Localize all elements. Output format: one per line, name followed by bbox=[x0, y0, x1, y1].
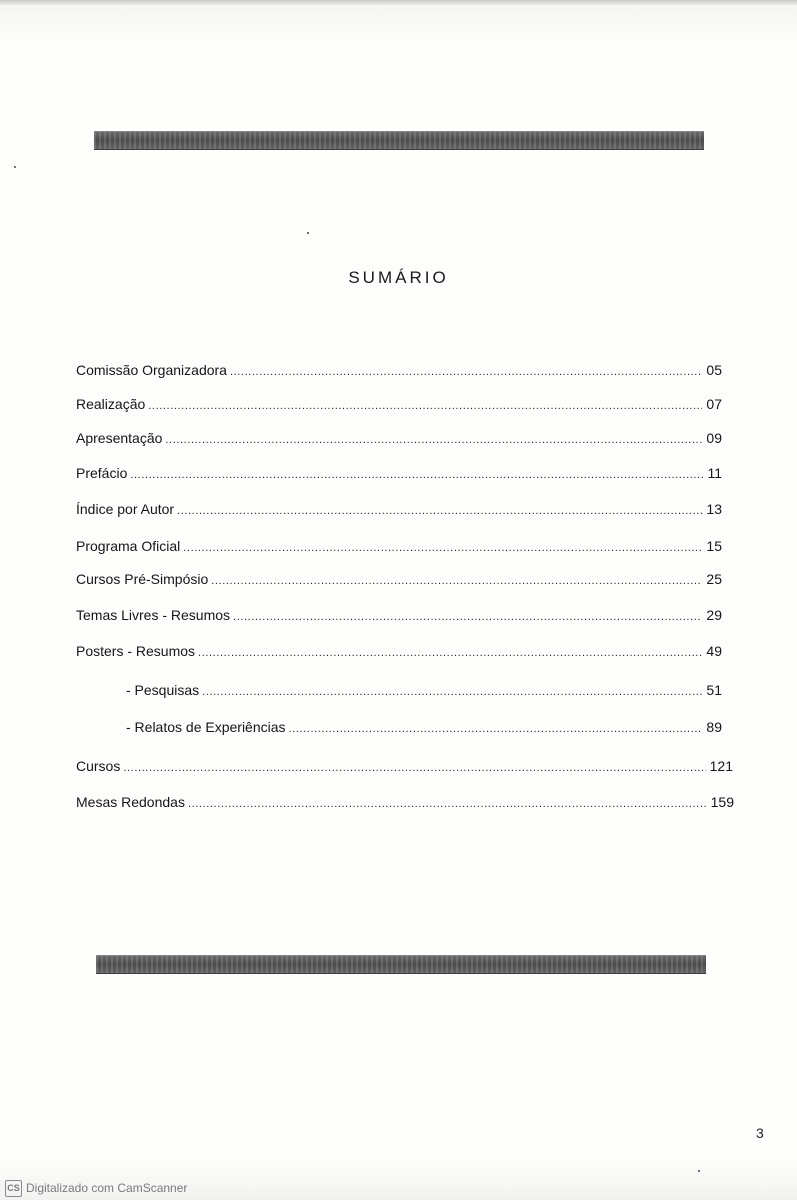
toc-leader-dots bbox=[165, 431, 702, 449]
toc-entry-cursos bbox=[76, 757, 733, 777]
toc-leader-dots bbox=[130, 466, 703, 484]
toc-entry-page: 09 bbox=[706, 430, 722, 446]
toc-entry-realizacao bbox=[76, 395, 722, 415]
scanner-watermark bbox=[0, 1176, 797, 1200]
toc-entry-page: 51 bbox=[706, 682, 722, 698]
toc-leader-dots bbox=[230, 363, 702, 381]
toc-entry-page: 11 bbox=[707, 465, 722, 481]
scanner-watermark-text: Digitalizado com CamScanner bbox=[26, 1181, 188, 1195]
toc-entry-page: 29 bbox=[706, 607, 722, 623]
toc-leader-dots bbox=[198, 644, 702, 662]
toc-entry-comissao-organizadora bbox=[76, 361, 722, 381]
toc-entry-label: - Pesquisas bbox=[126, 682, 200, 698]
toc-entry-label: Cursos Pré-Simpósio bbox=[76, 571, 209, 587]
toc-entry-label: Temas Livres - Resumos bbox=[76, 607, 231, 623]
page-title: SUMÁRIO bbox=[348, 268, 449, 287]
toc-entry-page: 13 bbox=[706, 501, 722, 517]
scan-speck bbox=[14, 166, 16, 168]
toc-leader-dots bbox=[202, 683, 702, 701]
top-decorative-bar bbox=[94, 131, 704, 150]
toc-entry-label: Realização bbox=[76, 396, 146, 412]
toc-leader-dots bbox=[188, 795, 707, 813]
toc-leader-dots bbox=[148, 397, 702, 415]
bottom-decorative-bar bbox=[96, 955, 706, 974]
toc-entry-label: Programa Oficial bbox=[76, 538, 181, 554]
scan-speck bbox=[698, 1170, 700, 1172]
toc-entry-programa-oficial bbox=[76, 537, 722, 557]
toc-entry-pesquisas bbox=[126, 681, 722, 701]
toc-entry-prefacio bbox=[76, 464, 722, 484]
toc-entry-page: 49 bbox=[706, 643, 722, 659]
camscanner-logo-icon: CS bbox=[5, 1180, 22, 1197]
toc-leader-dots bbox=[211, 572, 702, 590]
toc-leader-dots bbox=[233, 608, 702, 626]
toc-entry-page: 25 bbox=[706, 571, 722, 587]
scan-speck bbox=[307, 232, 309, 234]
toc-entry-page: 159 bbox=[710, 794, 734, 810]
page-number: 3 bbox=[756, 1125, 764, 1141]
toc-entry-posters-resumos bbox=[76, 642, 722, 662]
toc-entry-label: - Relatos de Experiências bbox=[126, 719, 286, 735]
toc-entry-page: 121 bbox=[709, 758, 733, 774]
toc-entry-page: 15 bbox=[706, 538, 722, 554]
toc-leader-dots bbox=[123, 759, 705, 777]
toc-entry-label: Apresentação bbox=[76, 430, 163, 446]
toc-entry-apresentacao bbox=[76, 429, 722, 449]
toc-entry-label: Comissão Organizadora bbox=[76, 362, 227, 378]
toc-entry-label: Índice por Autor bbox=[76, 501, 175, 517]
toc-entry-cursos-pre-simposio bbox=[76, 570, 722, 590]
toc-entry-page: 07 bbox=[706, 396, 722, 412]
toc-entry-indice-por-autor bbox=[76, 500, 722, 520]
scan-top-edge bbox=[0, 0, 797, 6]
toc-entry-temas-livres bbox=[76, 606, 722, 626]
toc-entry-page: 89 bbox=[706, 719, 722, 735]
toc-leader-dots bbox=[183, 539, 702, 557]
toc-entry-label: Posters - Resumos bbox=[76, 643, 196, 659]
toc-entry-page: 05 bbox=[706, 362, 722, 378]
toc-entry-mesas-redondas bbox=[76, 793, 734, 813]
toc-entry-relatos-de-experiencias bbox=[126, 718, 722, 738]
toc-leader-dots bbox=[177, 502, 702, 520]
toc-entry-label: Prefácio bbox=[76, 465, 128, 481]
toc-entry-label: Mesas Redondas bbox=[76, 794, 185, 810]
toc-entry-label: Cursos bbox=[76, 758, 121, 774]
toc-leader-dots bbox=[289, 720, 703, 738]
